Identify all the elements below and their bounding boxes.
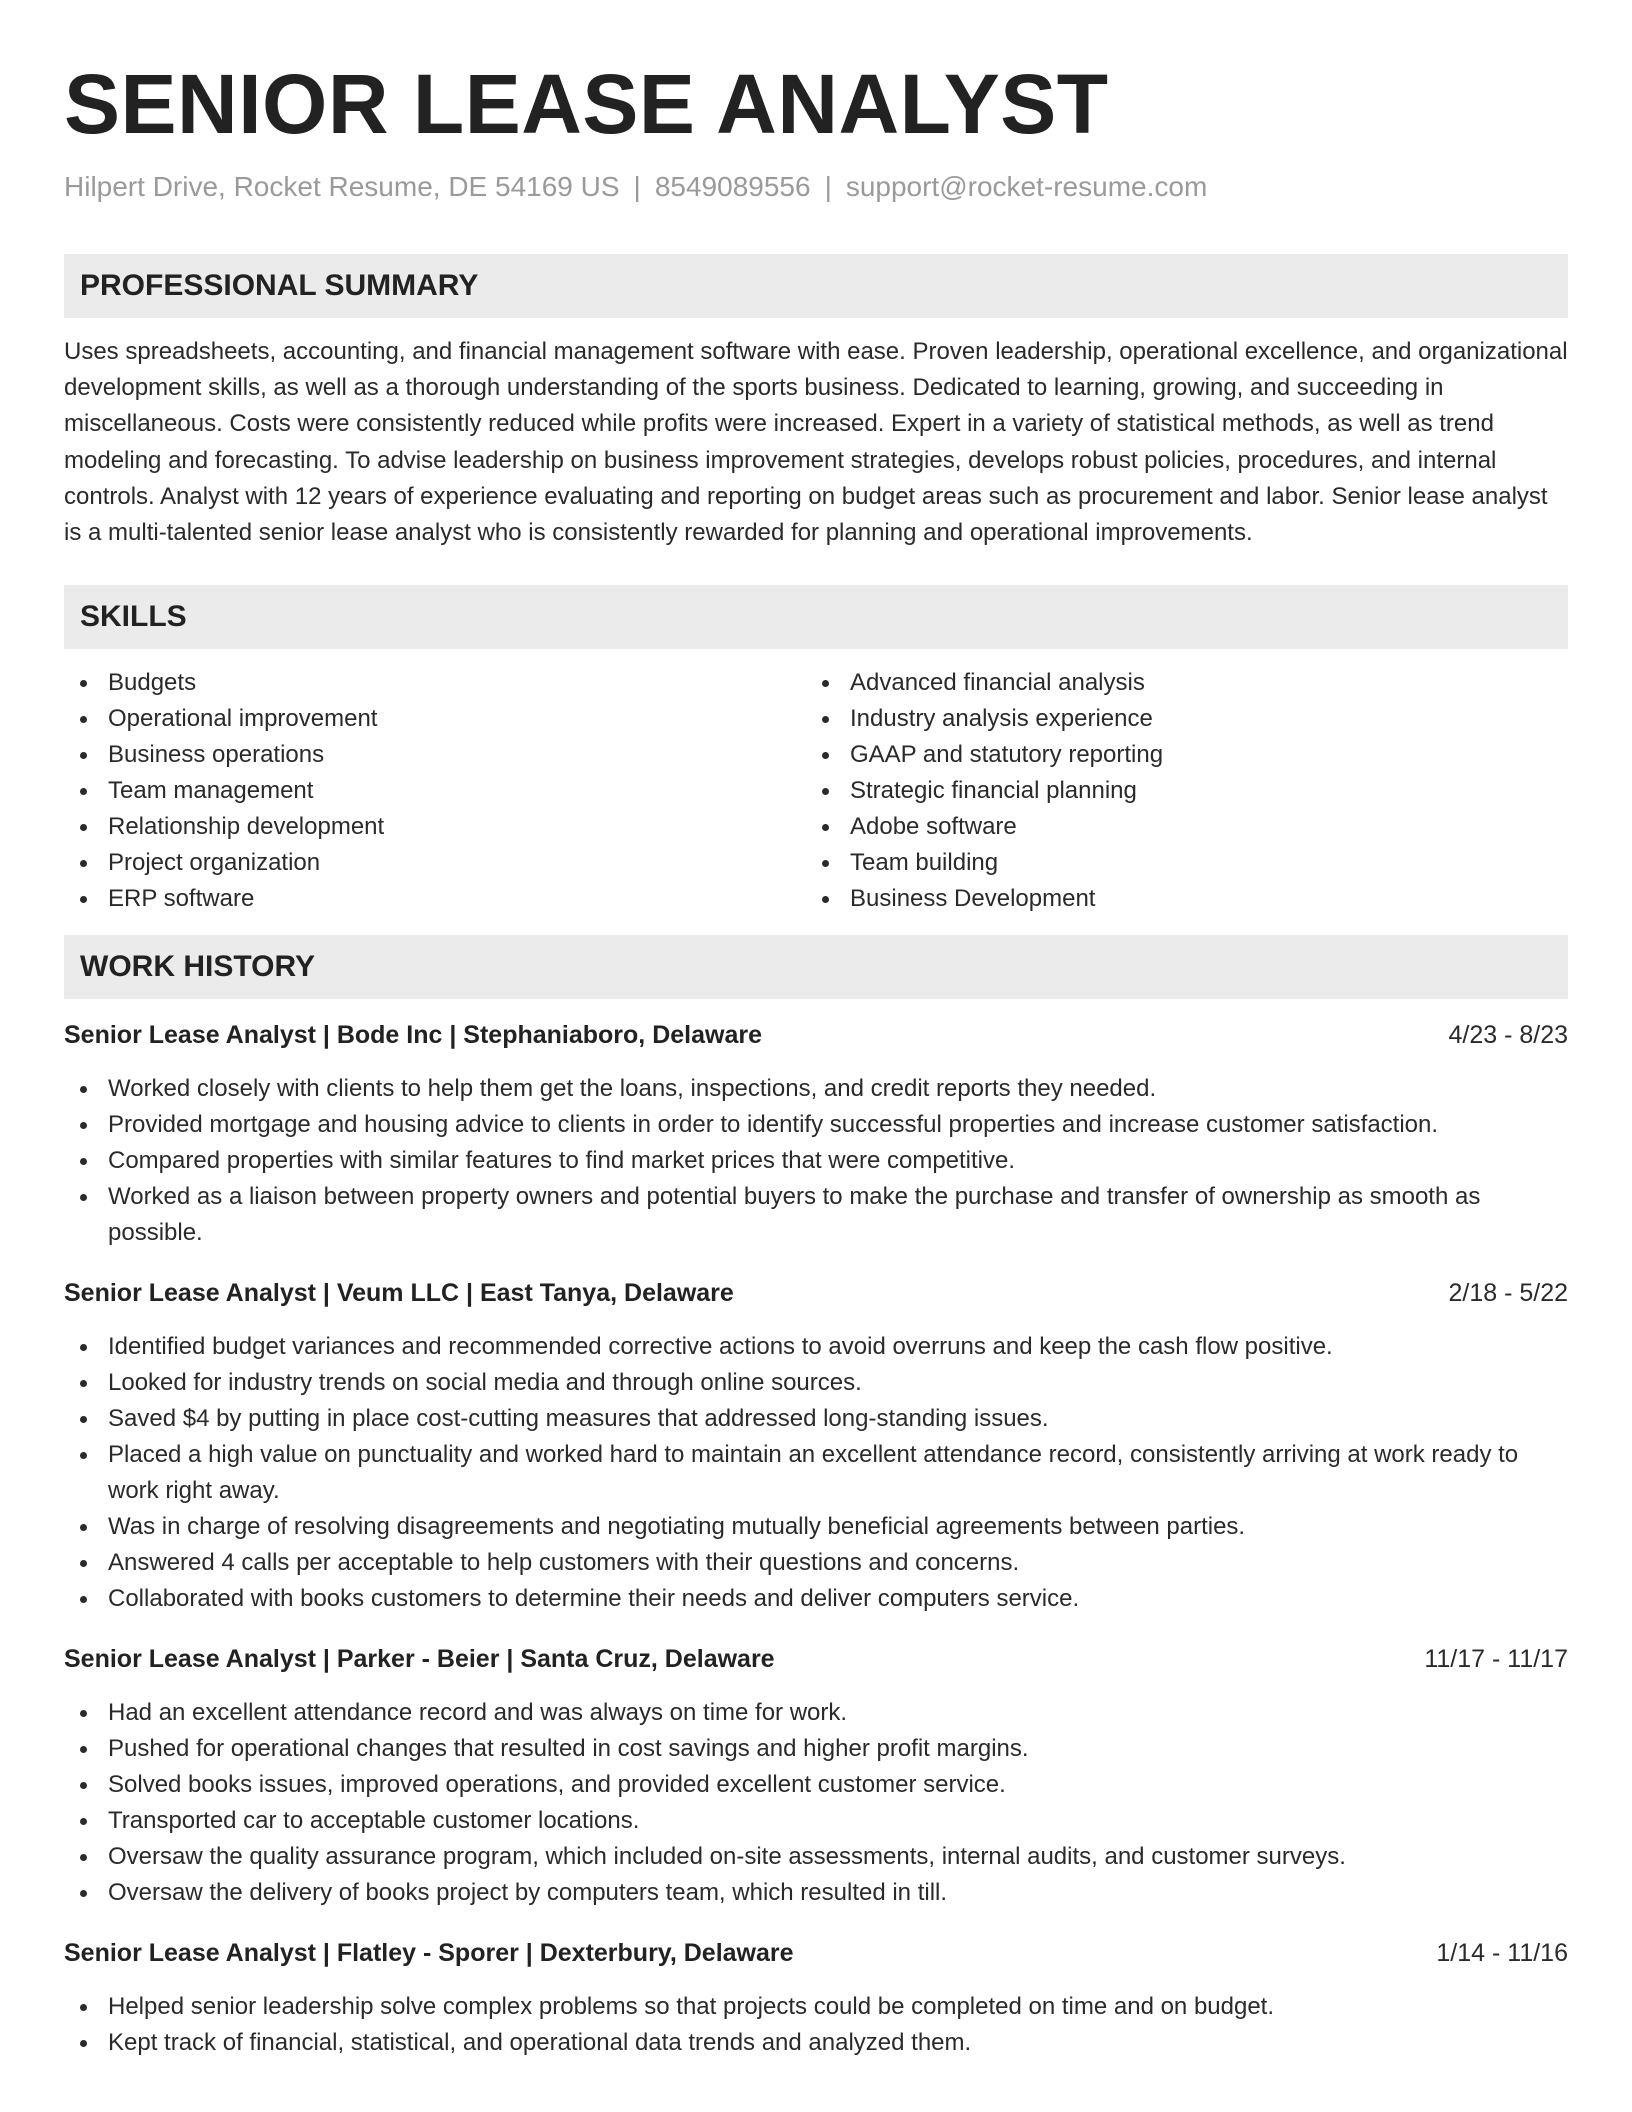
job-entry [64, 1935, 1568, 2061]
job-duty-item: Transported car to acceptable customer locations. [64, 1803, 1568, 1839]
skill-item: GAAP and statutory reporting [806, 737, 1548, 773]
contact-line [64, 170, 1568, 204]
contact-address: Hilpert Drive, Rocket Resume, DE 54169 US [64, 171, 620, 202]
candidate-name: SENIOR LEASE ANALYST [64, 57, 1109, 151]
job-dates: 4/23 - 8/23 [1448, 1021, 1568, 1050]
skills-list [64, 665, 1568, 917]
job-entry [64, 1275, 1568, 1617]
skill-item: Business Development [806, 881, 1548, 917]
job-duty-item: Kept track of financial, statistical, and operational data trends and analyzed them. [64, 2025, 1568, 2061]
job-dates: 1/14 - 11/16 [1436, 1939, 1568, 1968]
professional-summary-text: Uses spreadsheets, accounting, and financial management software with ease. Proven leadership, operational excellence, and organizational development skills, as well as a thorough understanding of the sports business. Dedicated to learning, growing, and succeeding in miscellaneous. Costs were consistently reduced while profits were increased. Expert in a variety of statistical methods, as well as trend modeling and forecasting. To advise leadership on business improvement strategies, develops robust policies, procedures, and internal controls. Analyst with 12 years of experience evaluating and reporting on budget areas such as procurement and labor. Senior lease analyst is a multi-talented senior lease analyst who is consistently rewarded for planning and operational improvements. [64, 338, 1568, 547]
job-duty-item: Saved $4 by putting in place cost-cutting measures that addressed long-standing issues. [64, 1401, 1568, 1437]
job-duty-item: Pushed for operational changes that resulted in cost savings and higher profit margins. [64, 1731, 1568, 1767]
job-duty-item: Placed a high value on punctuality and worked hard to maintain an excellent attendance record, consistently arriving at work ready to work right away. [64, 1437, 1568, 1509]
job-title: Senior Lease Analyst | Flatley - Sporer | Dexterbury, Delaware [64, 1939, 794, 1968]
job-duty-item: Looked for industry trends on social media and through online sources. [64, 1365, 1568, 1401]
job-duties-list [64, 1989, 1568, 2061]
skill-item: Relationship development [64, 809, 806, 845]
skill-item: Project organization [64, 845, 806, 881]
job-duty-item: Worked closely with clients to help them get the loans, inspections, and credit reports they needed. [64, 1071, 1568, 1107]
skills-column-right [806, 665, 1548, 917]
job-duties-list [64, 1695, 1568, 1911]
job-duty-item: Oversaw the quality assurance program, which included on-site assessments, internal audits, and customer surveys. [64, 1839, 1568, 1875]
job-header [64, 1275, 1568, 1311]
work-history-list [64, 1017, 1568, 2061]
job-duty-item: Answered 4 calls per acceptable to help customers with their questions and concerns. [64, 1545, 1568, 1581]
job-entry [64, 1641, 1568, 1911]
skill-item: Adobe software [806, 809, 1548, 845]
skill-item: Advanced financial analysis [806, 665, 1548, 701]
job-header [64, 1935, 1568, 1971]
section-header-professional-summary: PROFESSIONAL SUMMARY [64, 254, 1568, 318]
job-title: Senior Lease Analyst | Veum LLC | East Tanya, Delaware [64, 1279, 734, 1308]
job-header [64, 1017, 1568, 1053]
job-dates: 2/18 - 5/22 [1448, 1279, 1568, 1308]
skill-item: Team building [806, 845, 1548, 881]
job-title: Senior Lease Analyst | Bode Inc | Stephaniaboro, Delaware [64, 1021, 762, 1050]
job-duties-list [64, 1329, 1568, 1617]
skill-item: Budgets [64, 665, 806, 701]
skill-item: ERP software [64, 881, 806, 917]
job-title: Senior Lease Analyst | Parker - Beier | Santa Cruz, Delaware [64, 1645, 775, 1674]
job-duties-list [64, 1071, 1568, 1251]
skill-item: Industry analysis experience [806, 701, 1548, 737]
skill-item: Team management [64, 773, 806, 809]
job-duty-item: Oversaw the delivery of books project by computers team, which resulted in till. [64, 1875, 1568, 1911]
job-header [64, 1641, 1568, 1677]
job-duty-item: Identified budget variances and recommended corrective actions to avoid overruns and keep the cash flow positive. [64, 1329, 1568, 1365]
contact-phone: 8549089556 [654, 171, 811, 202]
job-duty-item: Provided mortgage and housing advice to clients in order to identify successful properties and increase customer satisfaction. [64, 1107, 1568, 1143]
job-duty-item: Compared properties with similar features to find market prices that were competitive. [64, 1143, 1568, 1179]
skill-item: Strategic financial planning [806, 773, 1548, 809]
job-duty-item: Helped senior leadership solve complex problems so that projects could be completed on time and on budget. [64, 1989, 1568, 2025]
job-dates: 11/17 - 11/17 [1424, 1645, 1568, 1674]
section-header-skills: SKILLS [64, 585, 1568, 649]
skill-item: Business operations [64, 737, 806, 773]
contact-separator: | [633, 171, 641, 202]
skill-item: Operational improvement [64, 701, 806, 737]
job-duty-item: Had an excellent attendance record and was always on time for work. [64, 1695, 1568, 1731]
job-duty-item: Solved books issues, improved operations, and provided excellent customer service. [64, 1767, 1568, 1803]
contact-separator: | [824, 171, 832, 202]
section-header-work-history: WORK HISTORY [64, 935, 1568, 999]
job-entry [64, 1017, 1568, 1251]
contact-email: support@rocket-resume.com [845, 171, 1208, 202]
job-duty-item: Collaborated with books customers to determine their needs and deliver computers service. [64, 1581, 1568, 1617]
job-duty-item: Worked as a liaison between property owners and potential buyers to make the purchase and transfer of ownership as smooth as possible. [64, 1179, 1568, 1251]
job-duty-item: Was in charge of resolving disagreements and negotiating mutually beneficial agreements between parties. [64, 1509, 1568, 1545]
skills-column-left [64, 665, 806, 917]
